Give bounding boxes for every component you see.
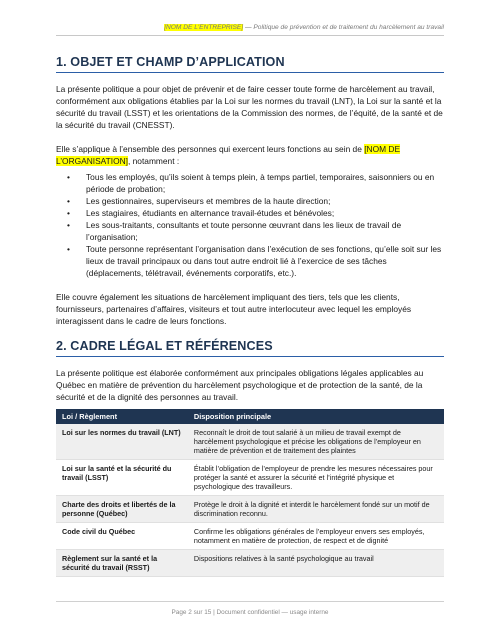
organisation-placeholder: [NOM DE L’ORGANISATION] xyxy=(56,144,401,166)
scope-list xyxy=(56,171,444,279)
section-2-heading: 2. CADRE LÉGAL ET RÉFÉRENCES xyxy=(56,339,273,353)
section-1-paragraph-3: Elle couvre également les situations de harcèlement impliquant des tiers, tels que les clients, fournisseurs, partenaires d’affaires, visiteurs et tout autre interlocuteur avec lequel les employés interagissent dans le cadre de leurs fonctions. xyxy=(56,292,412,326)
section-1-rule xyxy=(56,72,444,73)
section-1-paragraph-2 xyxy=(56,143,444,167)
para2-before: Elle s’applique à l’ensemble des personnes qui exercent leurs fonctions au sein de xyxy=(56,144,365,154)
section-1-heading: 1. OBJET ET CHAMP D’APPLICATION xyxy=(56,55,285,69)
table-row xyxy=(56,523,444,550)
header-divider xyxy=(56,35,444,36)
page-content xyxy=(56,55,444,577)
table-row xyxy=(56,424,444,460)
footer-divider xyxy=(56,601,444,602)
section-1-paragraph-1: La présente politique a pour objet de prévenir et de faire cesser toute forme de harcèlement au travail, conformément aux obligations établies par la Loi sur les normes du travail (LNT), la Loi sur la santé et la sécurité du travail (LSST) et les orientations de la Commission des normes, de l’équité, de la santé et de la sécurité du travail (CNESST). xyxy=(56,84,443,130)
section-2-paragraph-1: La présente politique est élaborée conformément aux principales obligations légales applicables au Québec en matière de prévention du harcèlement psychologique et de protection de la santé, de la sécurité et de la dignité des personnes au travail. xyxy=(56,368,424,402)
para2-after: , notamment : xyxy=(127,156,180,166)
section-2-rule xyxy=(56,356,444,357)
list-item: • Les gestionnaires, superviseurs et membres de la haute direction; xyxy=(86,195,444,207)
disposition-cell: Établit l’obligation de l’employeur de prendre les mesures nécessaires pour protéger la santé et assurer la sécurité et l’intégrité physique et psychologique des travailleurs. xyxy=(188,460,444,496)
table-header-row xyxy=(56,409,444,424)
law-cell: Règlement sur la santé et la sécurité du travail (RSST) xyxy=(56,550,188,577)
table-row xyxy=(56,496,444,523)
list-item: • Les sous-traitants, consultants et toute personne œuvrant dans les lieux de travail de l’organisation; xyxy=(86,219,444,243)
page-footer: Page 2 sur 15 | Document confidentiel — usage interne xyxy=(171,609,329,616)
list-item: • Les stagiaires, étudiants en alternance travail-études et bénévoles; xyxy=(86,207,444,219)
law-cell: Code civil du Québec xyxy=(56,523,188,550)
page-header xyxy=(164,24,444,31)
column-header-law: Loi / Règlement xyxy=(56,409,188,424)
disposition-cell: Dispositions relatives à la santé psychologique au travail xyxy=(188,550,444,577)
disposition-cell: Confirme les obligations générales de l’employeur envers ses employés, notamment en matière de protection, de respect et de dignité xyxy=(188,523,444,550)
table-row xyxy=(56,460,444,496)
disposition-cell: Protège le droit à la dignité et interdit le harcèlement fondé sur un motif de discrimination reconnu. xyxy=(188,496,444,523)
law-cell: Charte des droits et libertés de la personne (Québec) xyxy=(56,496,188,523)
list-item: • Tous les employés, qu’ils soient à temps plein, à temps partiel, temporaires, saisonniers ou en période de probation; xyxy=(86,171,444,195)
column-header-disposition: Disposition principale xyxy=(188,409,444,424)
disposition-cell: Reconnaît le droit de tout salarié à un milieu de travail exempt de harcèlement psychologique et précise les obligations de l’employeur en matière de prévention et de traitement des plaintes xyxy=(188,424,444,460)
law-cell: Loi sur la santé et la sécurité du travail (LSST) xyxy=(56,460,188,496)
header-title: — Politique de prévention et de traitement du harcèlement au travail xyxy=(243,24,444,31)
list-item: • Toute personne représentant l’organisation dans l’exécution de ses fonctions, qu’elle soit sur les lieux de travail principaux ou dans tout autre endroit lié à l’exercice de ses tâches (déplacements, télétravail, événements corporatifs, etc.). xyxy=(86,243,444,279)
company-placeholder: [NOM DE L'ENTREPRISE] xyxy=(164,24,244,31)
law-cell: Loi sur les normes du travail (LNT) xyxy=(56,424,188,460)
legal-table xyxy=(56,409,444,577)
table-row xyxy=(56,550,444,577)
